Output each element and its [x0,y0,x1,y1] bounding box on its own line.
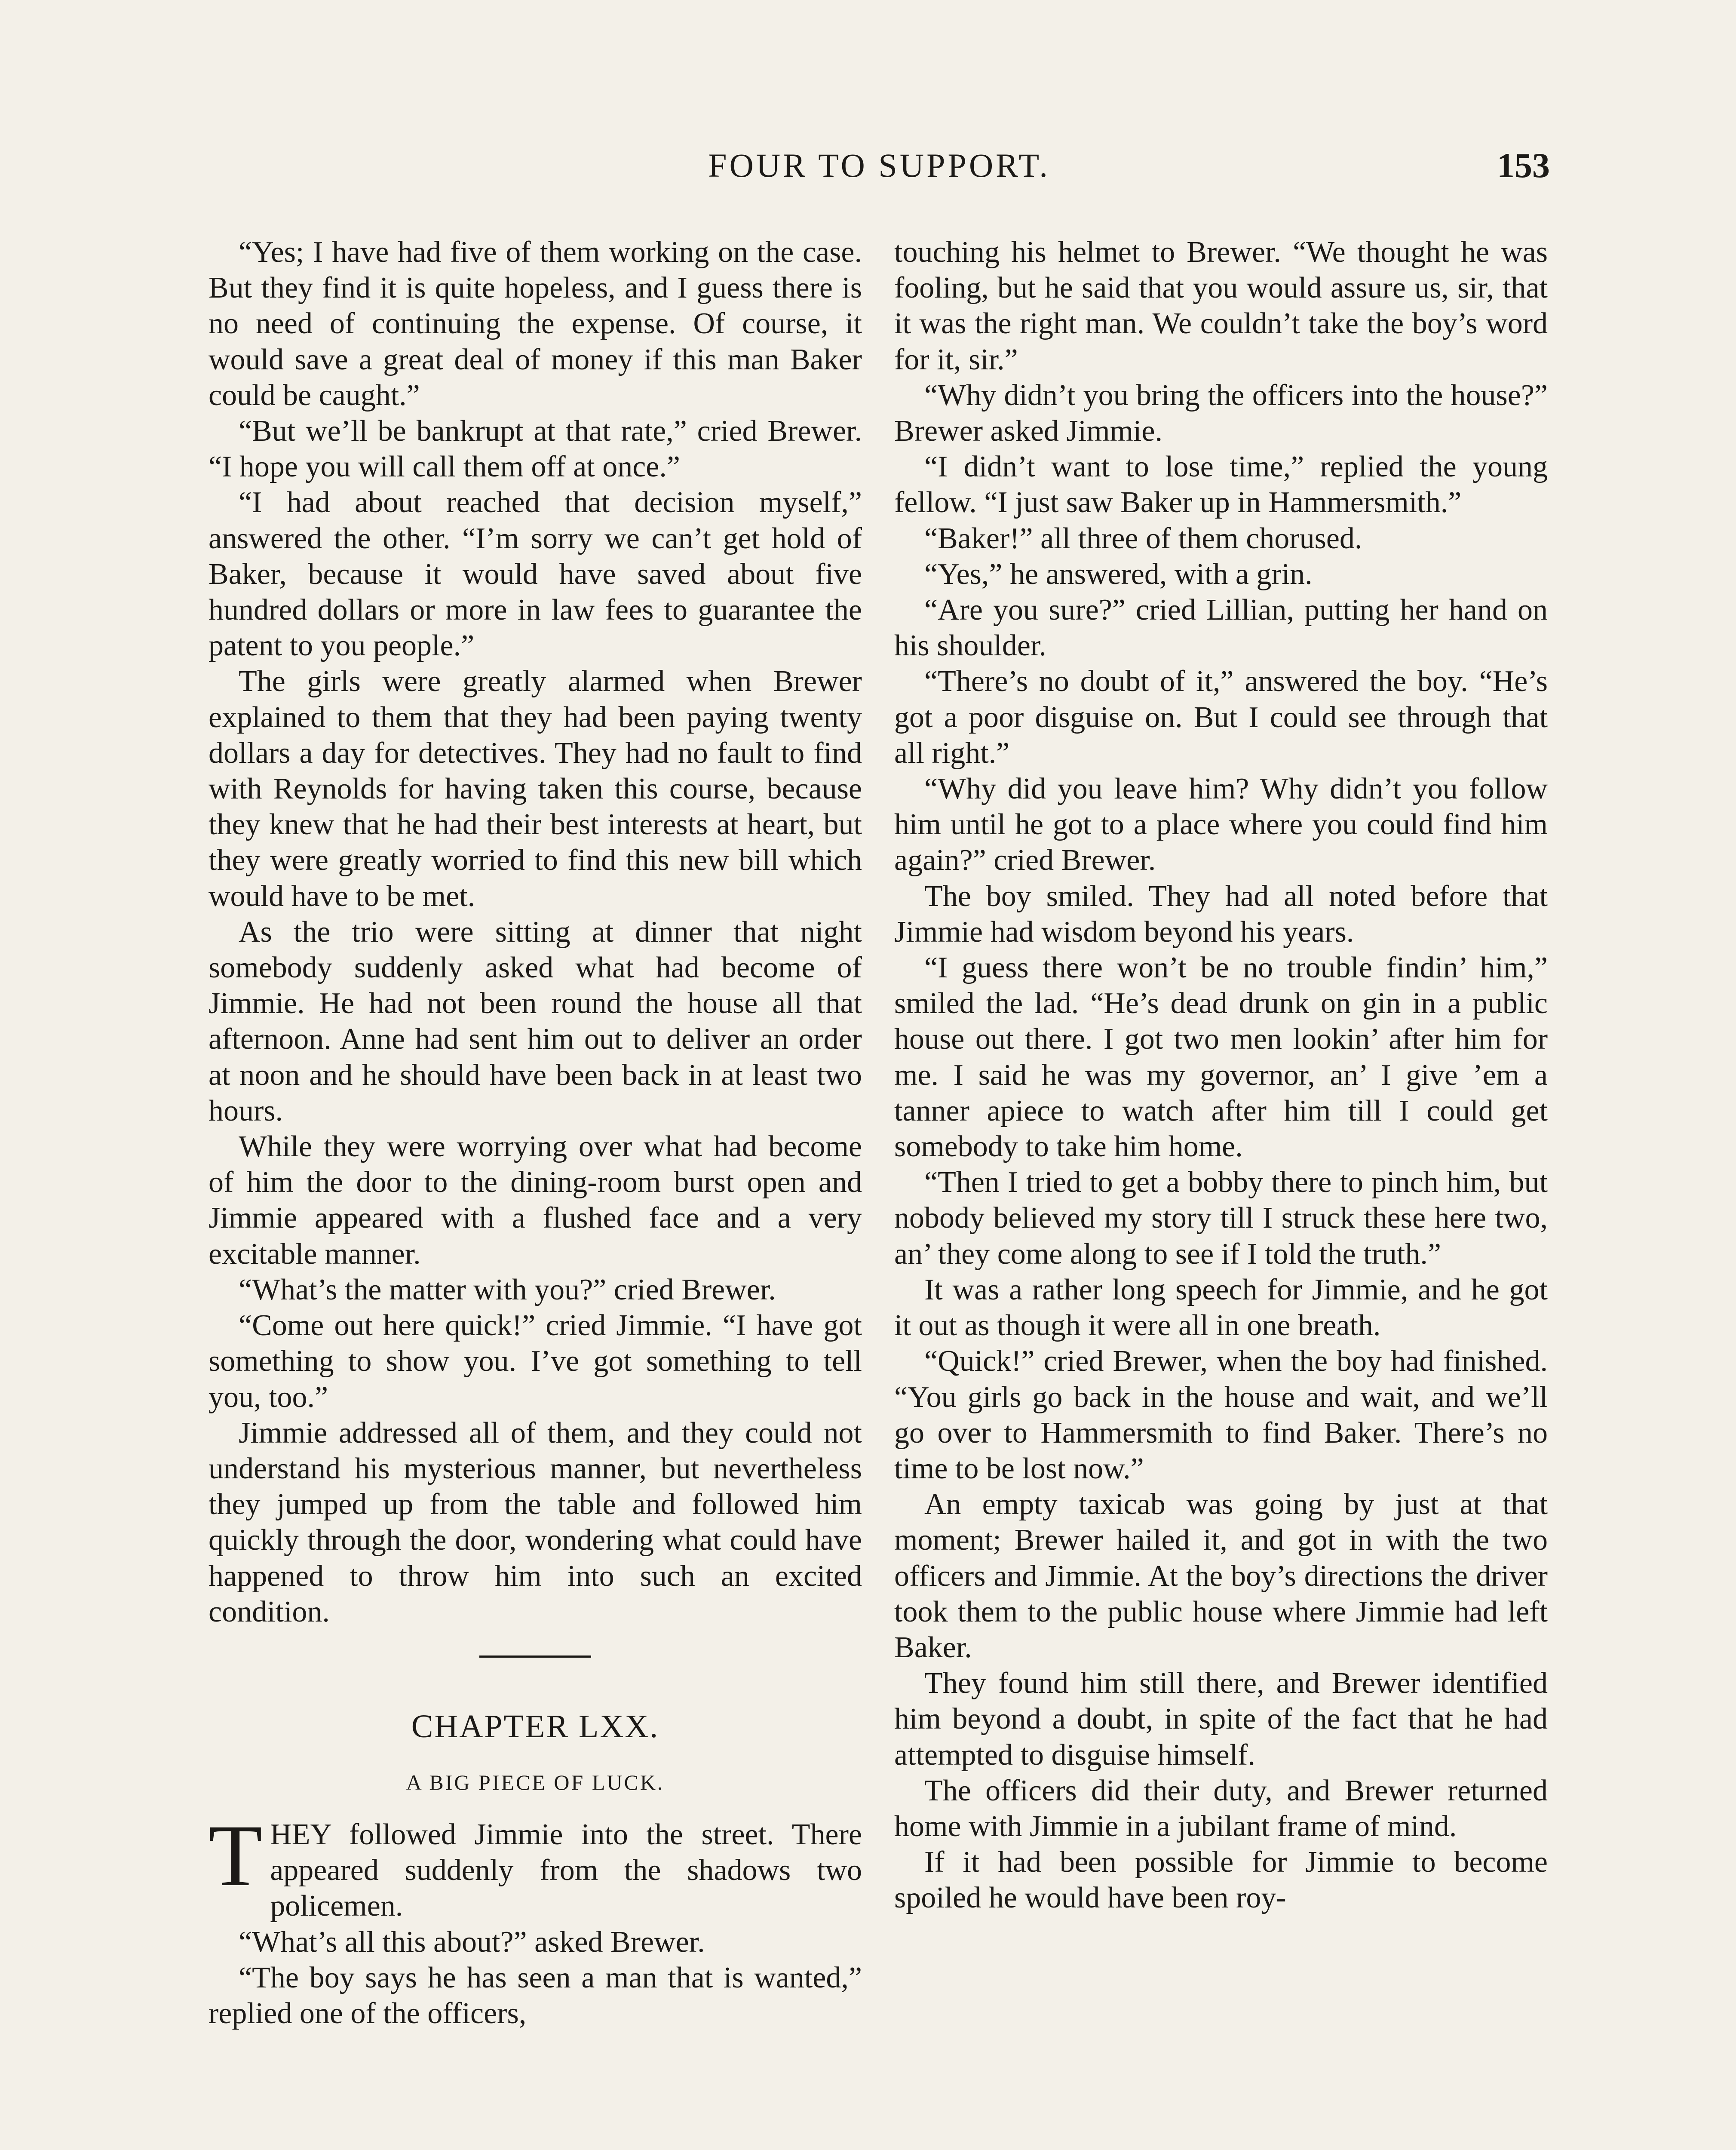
paragraph: As the trio were sitting at dinner that night somebody suddenly asked what had become of Jimmie. He had not been round the house all that afternoon. Anne had sent him out to deliver an order at noon and he should have been back in at least two hours. [209,915,862,1127]
drop-cap: T [209,1806,263,1904]
paragraph: “The boy says he has seen a man that is wanted,” replied one of the officers, [209,1961,862,2030]
paragraph: “Why did you leave him? Why didn’t you follow him until he got to a place where you could find him again?” cried Brewer. [894,772,1548,877]
paragraph: The girls were greatly alarmed when Brewer explained to them that they had been paying twenty dollars a day for detectives. They had no fault to find with Reynolds for having taken this course, because they knew that he had their best interests at heart, but they were greatly worried to find this new bill which would have to be met. [209,665,862,913]
chapter-opening-paragraph [209,1806,862,1924]
paragraph: “Then I tried to get a bobby there to pinch him, but nobody believed my story till I struck these here two, an’ they come along to see if I told the truth.” [894,1166,1548,1271]
right-column [894,234,1548,2150]
paragraph: “I didn’t want to lose time,” replied the young fellow. “I just saw Baker up in Hammersmith.” [894,450,1548,519]
paragraph: If it had been possible for Jimmie to become spoiled he would have been roy- [894,1846,1548,1915]
left-column [209,234,862,2150]
paragraph: “What’s all this about?” asked Brewer. [239,1925,705,1959]
paragraph: “Yes,” he answered, with a grin. [924,557,1313,591]
paragraph: “What’s the matter with you?” cried Brewer. [239,1273,776,1306]
page-number: 153 [1497,146,1550,185]
paragraph: An empty taxicab was going by just at that moment; Brewer hailed it, and got in with the two officers and Jimmie. At the boy’s directions the driver took them to the public house where Jimmie had left Baker. [894,1488,1548,1664]
continued-paragraph: touching his helmet to Brewer. “We thought he was fooling, but he said that you would assure us, sir, that it was the right man. We couldn’t take the boy’s word for it, sir.” [894,236,1548,376]
paragraph: They found him still there, and Brewer identified him beyond a doubt, in spite of the fact that he had attempted to disguise himself. [894,1667,1548,1772]
paragraph: “Yes; I have had five of them working on the case. But they find it is quite hopeless, and I guess there is no need of continuing the expense. Of course, it would save a great deal of money if this man Baker could be caught.” [209,236,862,412]
paragraph: The boy smiled. They had all noted before that Jimmie had wisdom beyond his years. [894,879,1548,949]
paragraph: “Why didn’t you bring the officers into the house?” Brewer asked Jimmie. [894,378,1548,448]
paragraph: “But we’ll be bankrupt at that rate,” cried Brewer. “I hope you will call them off at once.” [209,415,862,484]
paragraph: “Quick!” cried Brewer, when the boy had finished. “You girls go back in the house and wait, and we’ll go over to Hammersmith to find Baker. There’s no time to be lost now.” [894,1345,1548,1485]
paragraph: The officers did their duty, and Brewer returned home with Jimmie in a jubilant frame of mind. [894,1774,1548,1843]
paragraph: “There’s no doubt of it,” answered the boy. “He’s got a poor disguise on. But I could see through that all right.” [894,665,1548,770]
chapter-title: CHAPTER LXX. [411,1708,659,1745]
paragraph: Jimmie addressed all of them, and they could not understand his mysterious manner, but nevertheless they jumped up from the table and followed him quickly through the door, wondering what could have happened to throw him into such an excited condition. [209,1416,862,1628]
paragraph: “Are you sure?” cried Lillian, putting her hand on his shoulder. [894,593,1548,663]
paragraph: “Come out here quick!” cried Jimmie. “I have got something to show you. I’ve got something to tell you, too.” [209,1309,862,1414]
section-divider [479,1656,591,1658]
chapter-subtitle: A BIG PIECE OF LUCK. [406,1770,665,1794]
paragraph: “I had about reached that decision myself,” answered the other. “I’m sorry we can’t get hold of Baker, because it would have saved about five hundred dollars or more in law fees to guarantee the patent to you people.” [209,486,862,663]
paragraph: It was a rather long speech for Jimmie, and he got it out as though it were all in one breath. [894,1273,1548,1342]
opening-text: HEY followed Jimmie into the street. There appeared suddenly from the shadows two policemen. [270,1818,862,1923]
paragraph: While they were worrying over what had become of him the door to the dining-room burst open and Jimmie appeared with a flushed face and a very excitable manner. [209,1130,862,1271]
paragraph: “Baker!” all three of them chorused. [924,522,1362,555]
running-head [209,142,1550,189]
paragraph: “I guess there won’t be no trouble findin’ him,” smiled the lad. “He’s dead drunk on gin in a public house out there. I got two men lookin’ after him for me. I said he was my governor, an’ I give ’em a tanner apiece to watch after him till I could get somebody to take him home. [894,951,1548,1164]
running-title: FOUR TO SUPPORT. [708,147,1050,184]
